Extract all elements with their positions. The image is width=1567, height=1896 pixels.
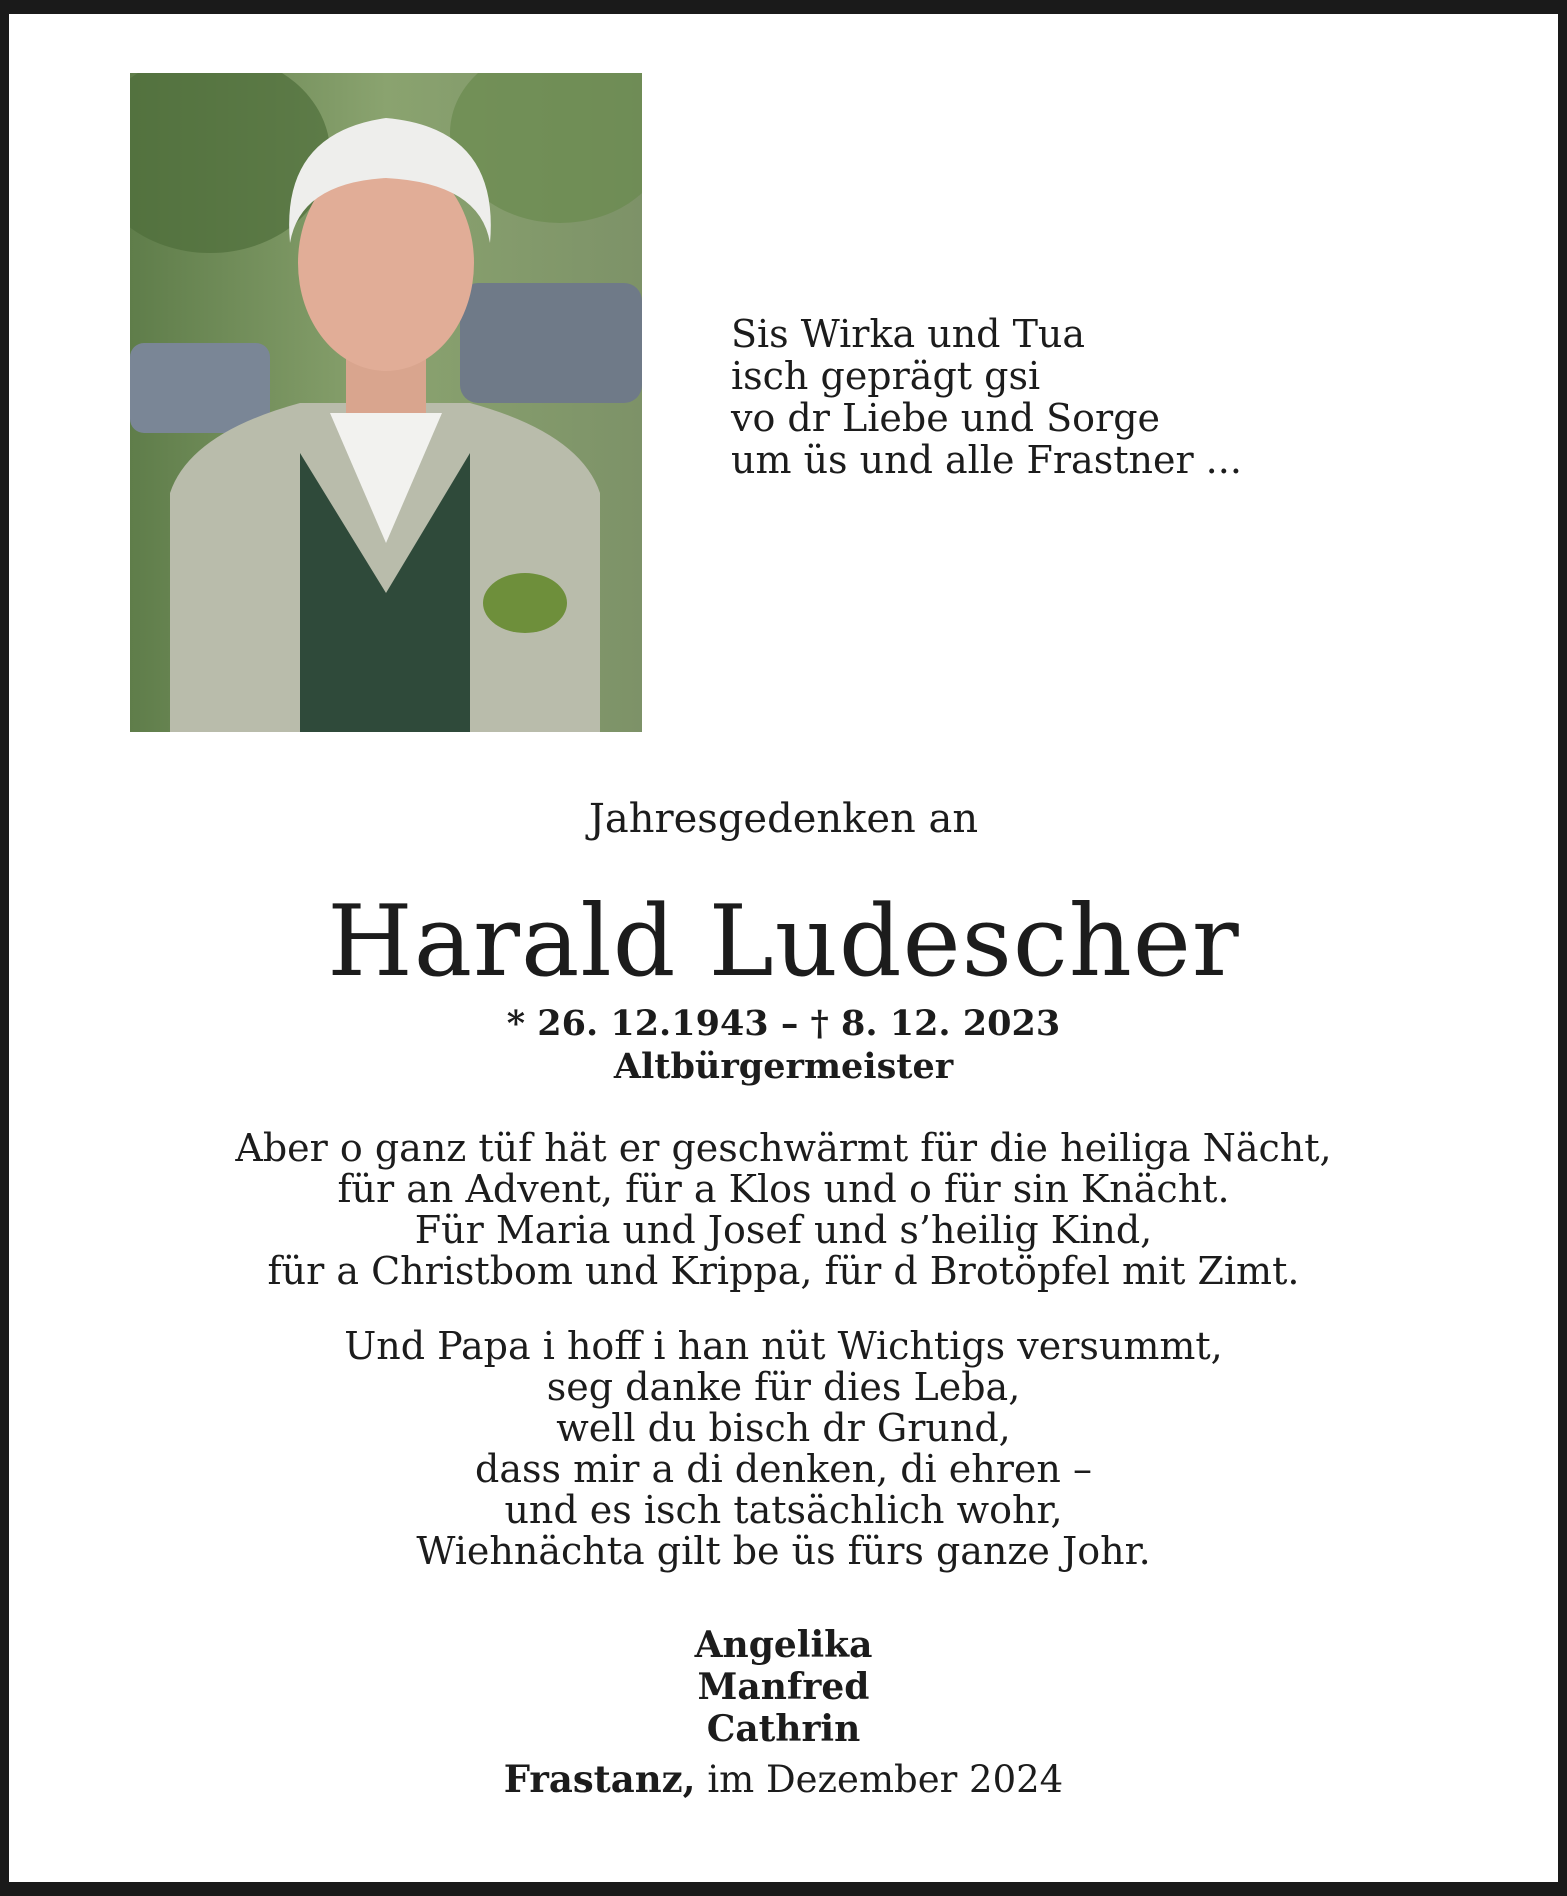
poem-line: Wiehnächta gilt be üs fürs ganze Johr. — [416, 1529, 1151, 1573]
place-date — [0, 1757, 1567, 1801]
opening-quote — [731, 313, 1242, 481]
portrait-photo — [130, 73, 642, 732]
quote-line: um üs und alle Frastner ... — [731, 438, 1242, 482]
deceased-name: Harald Ludescher — [327, 885, 1240, 999]
poem-line: Aber o ganz tüf hät er geschwärmt für die heiliga Nächt, — [235, 1126, 1332, 1170]
intro-heading: Jahresgedenken an — [588, 796, 979, 842]
role-title: Altbürgermeister — [613, 1046, 954, 1087]
signers-list — [0, 1624, 1567, 1750]
poem-line: Für Maria und Josef und s’heilig Kind, — [414, 1208, 1153, 1252]
poem-line: und es isch tatsächlich wohr, — [504, 1488, 1063, 1532]
life-dates: * 26. 12.1943 – † 8. 12. 2023 — [506, 1003, 1061, 1044]
signer-name: Angelika — [694, 1624, 873, 1666]
poem-line: für a Christbom und Krippa, für d Brotöpfel mit Zimt. — [267, 1249, 1300, 1293]
poem-line: für an Advent, für a Klos und o für sin Knächt. — [337, 1167, 1230, 1211]
poem-line: dass mir a di denken, di ehren – — [475, 1447, 1092, 1491]
place-date-text: im Dezember 2024 — [707, 1758, 1064, 1801]
poem-line: seg danke für dies Leba, — [546, 1365, 1021, 1409]
poem-line: Und Papa i hoff i han nüt Wichtigs versummt, — [344, 1324, 1223, 1368]
quote-line: Sis Wirka und Tua — [731, 312, 1086, 356]
signer-name: Manfred — [697, 1666, 870, 1708]
place-town: Frastanz, — [503, 1757, 696, 1801]
poem-stanza-2 — [0, 1326, 1567, 1572]
poem-line: well du bisch dr Grund, — [556, 1406, 1011, 1450]
quote-line: vo dr Liebe und Sorge — [731, 396, 1161, 440]
signer-name: Cathrin — [706, 1708, 861, 1750]
poem-stanza-1 — [0, 1128, 1567, 1292]
quote-line: isch geprägt gsi — [731, 354, 1041, 398]
